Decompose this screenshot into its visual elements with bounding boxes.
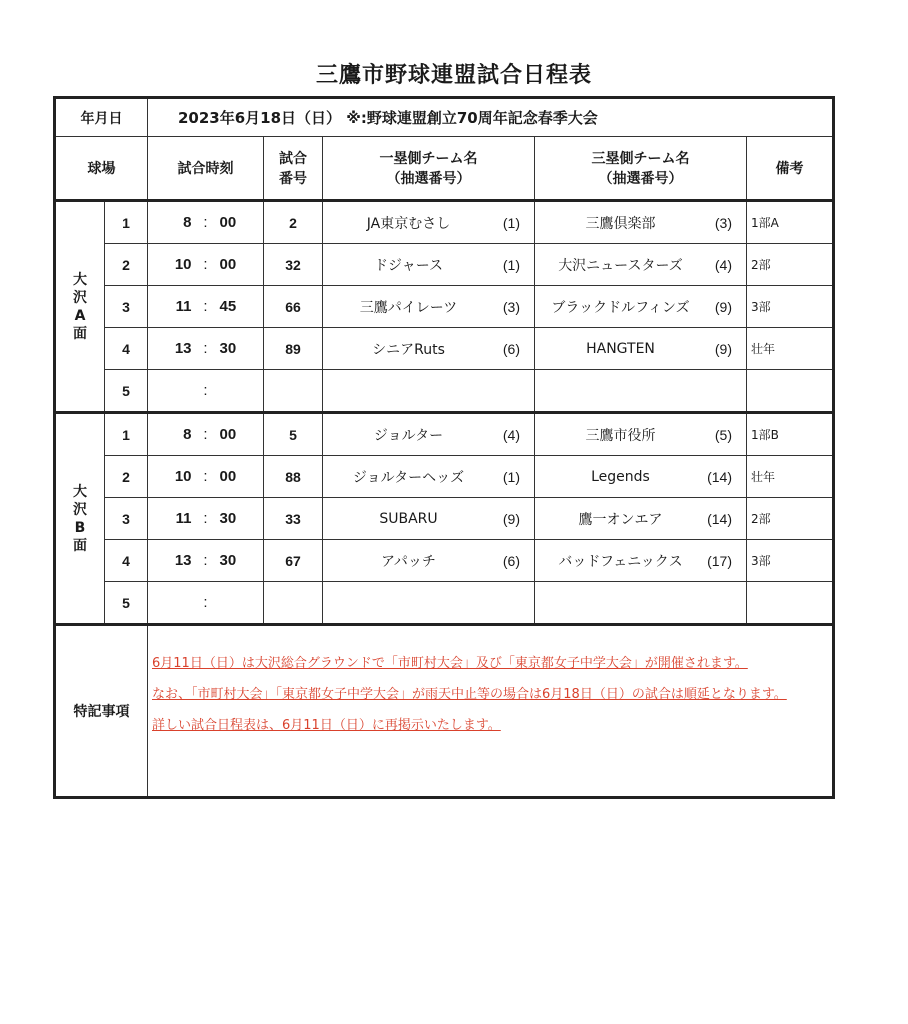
- first-base-team-cell: [323, 582, 535, 625]
- venue-name-char: 大: [73, 483, 87, 500]
- first-base-team-name: SUBARU: [379, 510, 438, 527]
- first-base-team-name: アパッチ: [381, 553, 436, 570]
- header-time: 試合時刻: [148, 137, 264, 201]
- time-minute: [220, 594, 246, 611]
- first-base-draw-number: (1): [502, 468, 520, 485]
- first-base-draw-number: (1): [502, 214, 520, 231]
- time-minute: 30: [219, 510, 237, 527]
- remark: [747, 370, 834, 413]
- first-base-team-cell: [323, 201, 535, 244]
- time-colon: :: [203, 298, 208, 315]
- game-number: 5: [264, 413, 323, 456]
- time-colon: :: [203, 468, 208, 485]
- game-row: [55, 498, 834, 540]
- time-colon: :: [203, 552, 208, 569]
- header-remarks: 備考: [747, 137, 834, 201]
- header-third-base-team: [535, 137, 747, 201]
- time-minute: [220, 382, 246, 399]
- page-title: 三鷹市野球連盟試合日程表: [315, 63, 592, 88]
- time-colon: :: [203, 426, 208, 443]
- date-row: [55, 98, 834, 137]
- first-base-team-name: シニアRuts: [372, 341, 445, 358]
- first-base-team-cell: [323, 540, 535, 582]
- third-base-team-cell: [535, 328, 747, 370]
- time-minute: 00: [219, 468, 237, 485]
- venue-name-char: B: [74, 519, 86, 536]
- slot-number: 4: [105, 328, 148, 370]
- game-time: [148, 370, 264, 413]
- header-game-no-line2: 番号: [279, 171, 307, 187]
- slot-number: 4: [105, 540, 148, 582]
- third-base-draw-number: (14): [707, 468, 732, 485]
- first-base-draw-number: (3): [502, 298, 520, 315]
- special-note-line: 詳しい試合日程表は、6月11日（日）に再掲示いたします。: [152, 718, 501, 733]
- special-notes-label: 特記事項: [55, 625, 148, 798]
- time-colon: :: [203, 382, 208, 399]
- remark: 3部: [747, 286, 834, 328]
- third-base-draw-number: (14): [707, 510, 732, 527]
- time-hour: 10: [174, 256, 192, 273]
- first-base-team-cell: [323, 370, 535, 413]
- header-first-base-line2: （抽選番号）: [386, 171, 471, 187]
- game-row: [55, 540, 834, 582]
- first-base-team-name: ジョルターヘッズ: [352, 469, 465, 486]
- slot-number: 1: [105, 413, 148, 456]
- third-base-team-name: Legends: [591, 468, 650, 485]
- game-time: [148, 540, 264, 582]
- remark: 壮年: [747, 328, 834, 370]
- time-colon: :: [203, 256, 208, 273]
- third-base-team-cell: [535, 370, 747, 413]
- first-base-team-name: ドジャース: [373, 257, 444, 274]
- third-base-draw-number: (4): [714, 256, 732, 273]
- game-number: 67: [264, 540, 323, 582]
- time-minute: 30: [219, 552, 237, 569]
- third-base-team-cell: [535, 413, 747, 456]
- game-number: 88: [264, 456, 323, 498]
- first-base-draw-number: (1): [502, 256, 520, 273]
- game-number: 89: [264, 328, 323, 370]
- time-hour: [166, 382, 192, 399]
- time-hour: [166, 594, 192, 611]
- first-base-draw-number: (4): [502, 426, 520, 443]
- header-third-base-line2: （抽選番号）: [598, 171, 683, 187]
- first-base-draw-number: (6): [502, 552, 520, 569]
- time-hour: 13: [174, 340, 192, 357]
- first-base-team-cell: [323, 456, 535, 498]
- game-row: [55, 328, 834, 370]
- special-note-line: 6月11日（日）は大沢総合グラウンドで「市町村大会」及び「東京都女子中学大会」が開催されます。: [152, 656, 748, 671]
- time-minute: 00: [219, 426, 237, 443]
- venue-name-char: 面: [73, 325, 87, 342]
- first-base-team-name: JA東京むさし: [366, 215, 451, 232]
- venue-name-char: 沢: [73, 501, 87, 518]
- slot-number: 2: [105, 456, 148, 498]
- third-base-team-name: バッドフェニックス: [558, 553, 683, 570]
- game-time: [148, 286, 264, 328]
- header-venue: 球場: [55, 137, 148, 201]
- third-base-team-cell: [535, 540, 747, 582]
- first-base-team-cell: [323, 413, 535, 456]
- third-base-draw-number: (17): [707, 552, 732, 569]
- game-row: [55, 456, 834, 498]
- game-number: 2: [264, 201, 323, 244]
- first-base-team-cell: [323, 498, 535, 540]
- game-row: [55, 413, 834, 456]
- time-hour: 10: [174, 468, 192, 485]
- time-hour: 13: [174, 552, 192, 569]
- slot-number: 2: [105, 244, 148, 286]
- header-first-base-team: [323, 137, 535, 201]
- first-base-team-name: 三鷹パイレーツ: [359, 299, 458, 316]
- first-base-team-cell: [323, 286, 535, 328]
- remark: 壮年: [747, 456, 834, 498]
- time-colon: :: [203, 510, 208, 527]
- game-number: [264, 582, 323, 625]
- time-hour: 11: [175, 298, 192, 315]
- third-base-draw-number: (9): [714, 298, 732, 315]
- remark: 1部B: [747, 413, 834, 456]
- game-number: 33: [264, 498, 323, 540]
- time-hour: 11: [175, 510, 192, 527]
- game-row: [55, 286, 834, 328]
- slot-number: 3: [105, 498, 148, 540]
- remark: 1部A: [747, 201, 834, 244]
- remark: 2部: [747, 498, 834, 540]
- first-base-team-cell: [323, 328, 535, 370]
- game-time: [148, 244, 264, 286]
- header-third-base-line1: 三塁側チーム名: [591, 151, 690, 167]
- game-time: [148, 328, 264, 370]
- first-base-draw-number: (6): [502, 340, 520, 357]
- time-colon: :: [203, 214, 208, 231]
- slot-number: 5: [105, 582, 148, 625]
- time-hour: 8: [183, 214, 192, 231]
- venue-name-char: 面: [73, 537, 87, 554]
- remark: 2部: [747, 244, 834, 286]
- slot-number: 3: [105, 286, 148, 328]
- first-base-team-name: ジョルター: [373, 427, 444, 444]
- game-row: [55, 201, 834, 244]
- header-first-base-line1: 一塁側チーム名: [379, 151, 478, 167]
- third-base-team-name: 大沢ニュースターズ: [558, 257, 683, 274]
- third-base-draw-number: (9): [714, 340, 732, 357]
- third-base-draw-number: (3): [714, 214, 732, 231]
- header-game-no-line1: 試合: [279, 151, 307, 167]
- game-time: [148, 413, 264, 456]
- game-time: [148, 201, 264, 244]
- date-value: 2023年6月18日（日） ※:野球連盟創立70周年記念春季大会: [148, 98, 834, 137]
- header-game-no: [264, 137, 323, 201]
- third-base-team-name: HANGTEN: [586, 340, 655, 357]
- game-number: 66: [264, 286, 323, 328]
- game-row: [55, 370, 834, 413]
- game-time: [148, 498, 264, 540]
- game-number: 32: [264, 244, 323, 286]
- venue-name-char: A: [74, 307, 86, 324]
- remark: 3部: [747, 540, 834, 582]
- third-base-team-name: 鷹一オンエア: [578, 511, 663, 528]
- game-time: [148, 582, 264, 625]
- venue-name-char: 大: [73, 271, 87, 288]
- third-base-team-name: 三鷹市役所: [585, 427, 656, 444]
- game-time: [148, 456, 264, 498]
- time-colon: :: [203, 594, 208, 611]
- first-base-draw-number: (9): [502, 510, 520, 527]
- column-header-row: [55, 137, 834, 201]
- game-row: [55, 244, 834, 286]
- time-hour: 8: [183, 426, 192, 443]
- date-label: 年月日: [55, 98, 148, 137]
- special-notes-row: [55, 625, 834, 798]
- time-minute: 00: [219, 256, 237, 273]
- third-base-team-cell: [535, 201, 747, 244]
- third-base-team-name: 三鷹倶楽部: [585, 215, 656, 232]
- time-minute: 30: [219, 340, 237, 357]
- third-base-draw-number: (5): [714, 426, 732, 443]
- slot-number: 5: [105, 370, 148, 413]
- time-minute: 45: [219, 298, 237, 315]
- venue-name: [55, 201, 105, 413]
- time-colon: :: [203, 340, 208, 357]
- schedule-table: [53, 96, 835, 799]
- game-number: [264, 370, 323, 413]
- time-minute: 00: [219, 214, 237, 231]
- game-row: [55, 582, 834, 625]
- third-base-team-cell: [535, 244, 747, 286]
- remark: [747, 582, 834, 625]
- third-base-team-cell: [535, 498, 747, 540]
- third-base-team-cell: [535, 286, 747, 328]
- third-base-team-cell: [535, 582, 747, 625]
- first-base-team-cell: [323, 244, 535, 286]
- slot-number: 1: [105, 201, 148, 244]
- venue-name-char: 沢: [73, 289, 87, 306]
- third-base-team-cell: [535, 456, 747, 498]
- special-notes-content: [148, 625, 834, 798]
- special-note-line: なお、「市町村大会」「東京都女子中学大会」が雨天中止等の場合は6月18日（日）の試合は順延となります。: [152, 687, 787, 702]
- third-base-team-name: ブラックドルフィンズ: [551, 299, 690, 316]
- venue-name: [55, 413, 105, 625]
